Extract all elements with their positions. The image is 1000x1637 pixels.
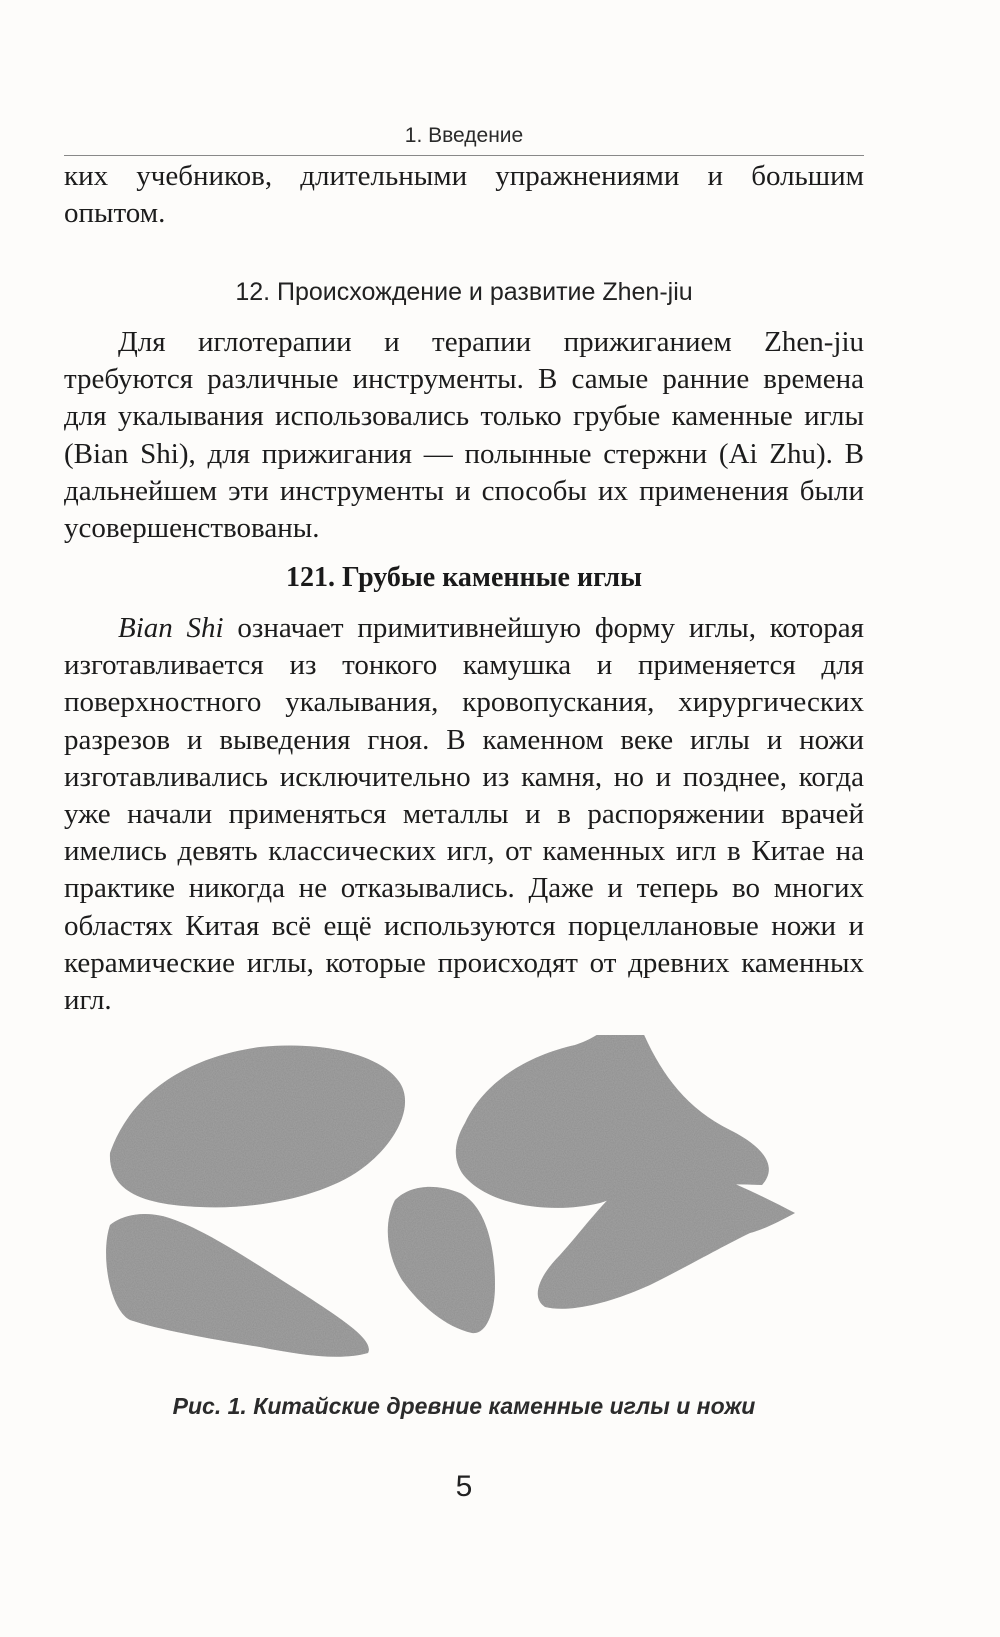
section-121-paragraph	[64, 610, 864, 1019]
section-121-text: означает примитивнейшую форму иглы, которая изготавливается из тонкого камушка и применяется для поверхностного укалывания, кровопускания, хирургических разрезов и выведения гноя. В каменном веке иглы и ножи изготавливались исключительно из камня, но и позднее, когда уже начали применяться металлы и в распоряжении врачей имелись девять классических игл, от каменных игл в Китае на практике никогда не отказывались. Даже и теперь во многих областях Китая всё ещё используются порцеллановые ножи и керамические иглы, которые происходят от древних каменных игл.	[64, 612, 864, 1017]
stone-small-middle	[388, 1187, 495, 1333]
section-heading-121: 121. Грубые каменные иглы	[286, 562, 642, 593]
figure-caption: Рис. 1. Китайские древние каменные иглы и ножи	[172, 1393, 756, 1419]
page-number: 5	[455, 1470, 473, 1503]
header-rule	[64, 155, 864, 156]
section-12-paragraph: Для иглотерапии и терапии прижиганием Zhen-jiu требуются различные инструменты. В самые ранние времена для укалывания использовались только грубые каменные иглы (Bian Shi), для прижигания — полынные стержни (Ai Zhu). В дальнейшем эти инструменты и способы их применения были усовершенствованы.	[64, 326, 864, 545]
section-heading-12: 12. Происхождение и развитие Zhen-jiu	[235, 278, 693, 306]
running-head: 1. Введение	[404, 124, 524, 147]
intro-paragraph: ких учебников, длительными упражнениями и большим опытом.	[64, 160, 864, 230]
stone-long-left	[106, 1214, 369, 1357]
stone-needles-illustration	[90, 1035, 850, 1375]
figure-stone-needles	[90, 1035, 850, 1375]
stone-large-left	[110, 1046, 405, 1208]
term-bian-shi: Bian Shi	[118, 612, 224, 644]
